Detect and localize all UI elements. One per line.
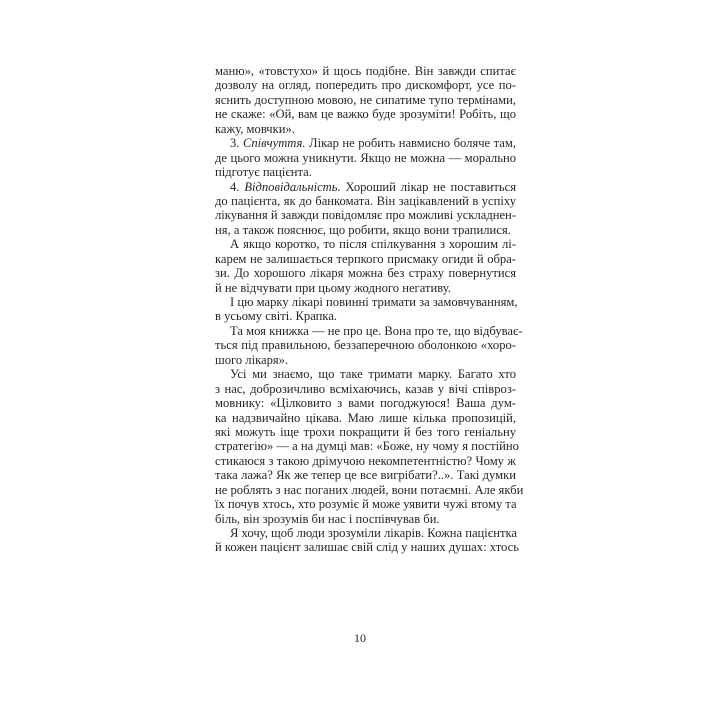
text-line: карем не залишається терпкого присмаку огиди й обра-	[215, 251, 516, 266]
text-line: стратегію» — а на думці мав: «Боже, ну чому я постійно	[215, 439, 519, 454]
paragraph	[215, 136, 516, 179]
text-line: ня, а також пояснює, що робити, якщо вони трапилися.	[215, 222, 511, 237]
text-line	[215, 180, 516, 194]
text-line: до пацієнта, як до банкомата. Він зацікавлений в успіху	[215, 193, 516, 208]
text-line: дозволу на огляд, попередить про дискомфорт, усе по-	[215, 78, 516, 93]
text-line: ться під правильною, беззаперечною оболонкою «хоро-	[215, 338, 516, 353]
text-line: їх почув хтось, хто розуміє й може уявити чужі втому та	[215, 497, 517, 512]
text-line: кажу, мовчки».	[215, 121, 295, 136]
text-line: Я хочу, щоб люди зрозуміли лікарів. Кожна пацієнтка	[230, 526, 517, 540]
line-text: Хороший лікар не поставиться	[340, 179, 516, 194]
paragraph	[215, 237, 516, 295]
italic-term: Співчуття.	[242, 136, 306, 151]
text-line: з нас, доброзичливо всміхаючись, казав у вічі співроз-	[215, 381, 516, 396]
paragraph	[215, 526, 519, 555]
text-line: стикаюся з такою дрімучою некомпетентністю? Чому ж	[215, 453, 516, 468]
text-line: які можуть іще трохи покращити й без того геніальну	[215, 424, 516, 439]
text-line: не скаже: «Ой, вам це важко буде зрозуміти! Робіть, що	[215, 107, 516, 122]
paragraph	[215, 323, 523, 367]
text-line: біль, він зрозумів би нас і поспівчував би.	[215, 511, 440, 526]
text-line: яснить доступною мовою, не сипатиме тупо термінами,	[215, 92, 516, 107]
paragraph	[215, 64, 516, 136]
italic-term: Відповідальність.	[244, 179, 341, 194]
text-line: й кожен пацієнт залишає свій слід у наших душах: хтось	[215, 540, 519, 555]
text-line: А якщо коротко, то після спілкування з хорошим лі-	[230, 237, 516, 252]
text-line: зи. До хорошого лікаря можна без страху повернутися	[215, 266, 516, 281]
text-line: лікування й завжди повідомляє про можливі ускладнен-	[215, 208, 516, 223]
paragraph	[215, 367, 524, 526]
text-line: не роблять з нас поганих людей, вони потаємні. Але якби	[215, 482, 524, 497]
paragraph	[215, 180, 516, 238]
text-line: маню», «товстухо» й щось подібне. Він завжди спитає	[215, 64, 516, 78]
list-number: 4.	[230, 179, 245, 194]
text-line: Та моя книжка — не про це. Вона про те, що відбуває-	[230, 323, 523, 338]
text-line: І цю марку лікарі повинні тримати за замовчуванням,	[230, 295, 518, 309]
text-line: така лажа? Як же тепер це все вигрібати?..». Такі думки	[215, 468, 516, 483]
text-line: Усі ми знаємо, що таке тримати марку. Багато хто	[230, 367, 516, 382]
text-line: мовнику: «Цілковито з вами погоджуюся! Ваша дум-	[215, 396, 516, 411]
text-line: підготує пацієнта.	[215, 165, 312, 180]
text-line: шого лікаря».	[215, 352, 289, 367]
body-text	[215, 64, 524, 555]
text-line: й не відчувати при цьому жодного негативу.	[215, 280, 451, 295]
paragraph	[215, 295, 516, 324]
text-line: ка надзвичайно цікава. Маю лише кілька пропозицій,	[215, 410, 516, 425]
text-line	[215, 136, 516, 150]
text-line: в усьому світі. Крапка.	[215, 309, 338, 324]
text-line: де цього можна уникнути. Якщо не можна — морально	[215, 150, 516, 165]
page-number: 10	[354, 631, 366, 645]
line-text: Лікар не робить навмисно боляче там,	[305, 136, 517, 151]
list-number: 3.	[230, 136, 243, 151]
